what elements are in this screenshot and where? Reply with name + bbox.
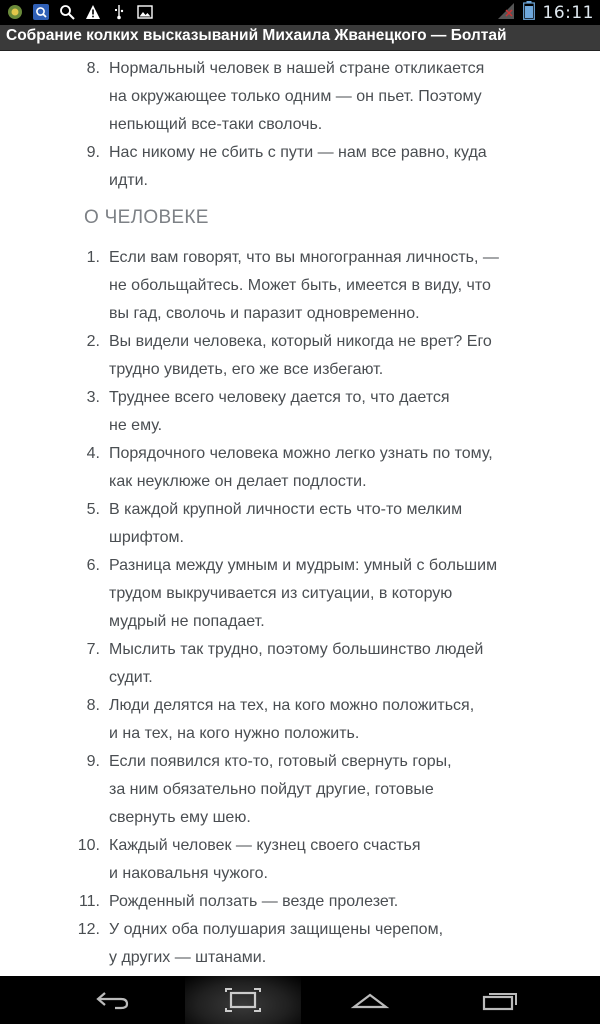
item-number: 9. xyxy=(86,144,100,161)
usb-icon xyxy=(110,3,128,21)
item-number: 5. xyxy=(86,501,100,518)
item-text: У одних оба полушария защищены черепом, у других — штанами. xyxy=(109,921,444,966)
image-icon xyxy=(136,3,154,21)
item-text: Нас никому не сбить с пути — нам все равно, куда идти. xyxy=(109,144,487,189)
article-content[interactable] xyxy=(0,51,600,976)
item-text: Рожденный ползать — везде пролезет. xyxy=(109,893,399,910)
item-number: 11. xyxy=(78,893,100,910)
page-title: Собрание колких высказываний Михаила Жванецкого — Болтай xyxy=(6,27,507,44)
item-text: Мыслить так трудно, поэтому большинство людей судит. xyxy=(109,641,484,686)
item-text: Нормальный человек в нашей стране откликается на окружающее только одним — он пьет. Поэтому непьющий все-таки сволочь. xyxy=(109,60,485,133)
back-button[interactable] xyxy=(78,976,148,1024)
item-number: 9. xyxy=(86,753,100,770)
item-text: Вы видели человека, который никогда не врет? Его трудно увидеть, его же все избегают. xyxy=(109,333,492,378)
home-icon xyxy=(350,987,390,1013)
back-icon xyxy=(93,987,133,1013)
item-text: Порядочного человека можно легко узнать по тому, как неуклюже он делает подлости. xyxy=(109,445,493,490)
recent-apps-button[interactable] xyxy=(208,976,278,1024)
warning-icon xyxy=(84,3,102,21)
item-text: В каждой крупной личности есть что-то мелким шрифтом. xyxy=(109,501,463,546)
item-text: Каждый человек — кузнец своего счастья и наковальня чужого. xyxy=(109,837,421,882)
item-number: 3. xyxy=(86,389,100,406)
item-number: 1. xyxy=(86,249,100,266)
battery-icon xyxy=(523,1,535,24)
item-number: 10. xyxy=(77,837,100,854)
item-number: 8. xyxy=(86,697,100,714)
item-number: 7. xyxy=(86,641,100,658)
search-app-icon xyxy=(32,3,50,21)
title-bar xyxy=(0,25,600,51)
item-number: 6. xyxy=(86,557,100,574)
clock: 16:11 xyxy=(542,2,594,23)
item-number: 2. xyxy=(86,333,100,350)
recents-icon xyxy=(480,987,520,1013)
item-number: 12. xyxy=(77,921,100,938)
status-bar xyxy=(0,0,600,25)
home-button[interactable] xyxy=(335,976,405,1024)
search-icon xyxy=(58,3,76,21)
signal-icon xyxy=(497,2,515,24)
item-text: Если вам говорят, что вы многогранная личность, — не обольщайтесь. Может быть, имеется в виду, что вы гад, сволочь и паразит одновременно. xyxy=(109,249,499,322)
recents-button[interactable] xyxy=(465,976,535,1024)
app-icon xyxy=(6,3,24,21)
item-number: 4. xyxy=(86,445,100,462)
item-text: Труднее всего человеку дается то, что дается не ему. xyxy=(109,389,450,434)
item-number: 8. xyxy=(86,60,100,77)
screenshot-icon xyxy=(223,987,263,1013)
item-text: Разница между умным и мудрым: умный с большим трудом выкручивается из ситуации, в которую мудрый не попадает. xyxy=(109,557,498,630)
navigation-bar xyxy=(0,976,600,1024)
item-text: Если появился кто-то, готовый свернуть горы, за ним обязательно пойдут другие, готовые свернуть ему шею. xyxy=(109,753,452,826)
item-text: Люди делятся на тех, на кого можно положиться, и на тех, на кого нужно положить. xyxy=(109,697,475,742)
section-heading: О ЧЕЛОВЕКЕ xyxy=(84,207,209,228)
